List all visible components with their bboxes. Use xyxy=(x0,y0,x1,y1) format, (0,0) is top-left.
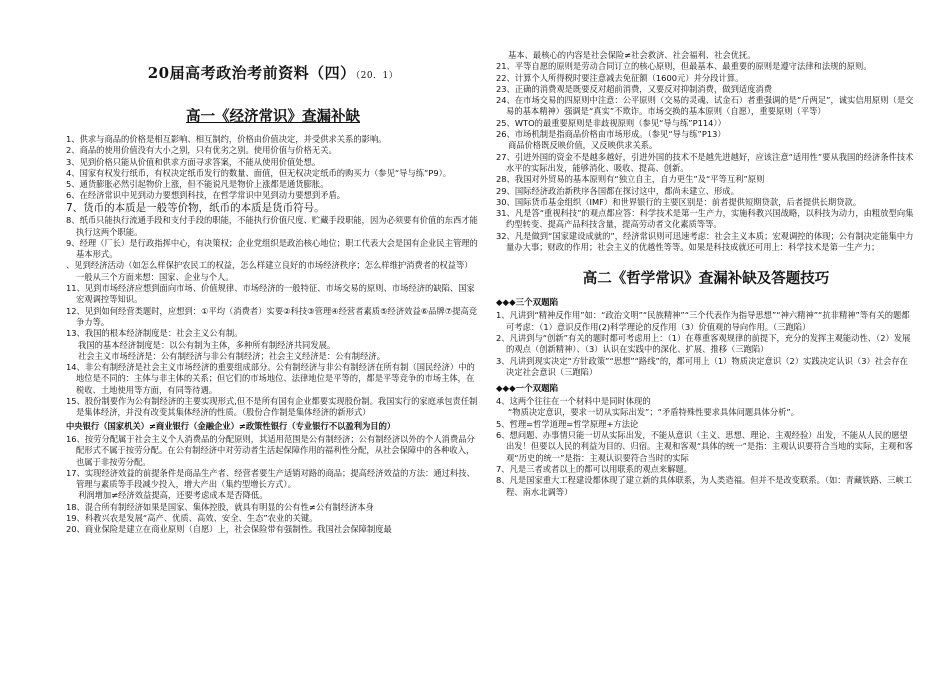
list-item: 25、WTO的最重要原则是非歧视原则（参见“导与练”P114）） xyxy=(496,117,726,128)
list-item: 8、纸币只能执行流通手段和支付手段的职能，不能执行价值尺度、贮藏手段职能，因为必须要有价值的东西才能执行这两个职能。 xyxy=(66,215,478,237)
list-item: 17、实现经济效益的前提条件是商品生产者、经营者要生产适销对路的商品；提高经济效益的方法：通过科技、管理与素质等手段减少投入，增大产出（集约型增长方式）。 xyxy=(66,467,475,490)
list-item: 1、凡讲到“精神反作用”如：“政治文明”“民族精神”“三个代表作为指导思想”“神六精神”“抗非精神”等有关的题都可考虑：（1）意识反作用(2)科学理论的反作用（3）价值观的导向作用。（三跑陷） xyxy=(496,310,910,332)
list-item: 我国的基本经济制度是：以公有制为主体，多种所有制经济共同发展。 xyxy=(78,339,336,350)
list-item: 7、货币的本质是一般等价物，纸币的本质是货币符号。 xyxy=(66,201,325,214)
list-item: 22、计算个人所得税时要注意减去免征额（1600元）并分段计算。 xyxy=(496,72,744,83)
list-item: 32、凡是做到“国家建设成就的”，经济常识则可迅速考虑：社会主义本质；宏观调控的体现；公有制决定能集中力量办大事；财政的作用；社会主义的优越性等等。如果是科技成就还可用上：科学技术是第一生产力； xyxy=(496,230,914,253)
list-item: 5、哲理=哲学道理=哲学原理+方法论 xyxy=(496,418,639,429)
list-item: 3、凡讲到现实决定“方针政策”“思想”“路线”的，都可用上（1）物质决定意识（2）实践决定认识（3）社会存在决定社会意识（三跑陷） xyxy=(496,355,908,377)
section-title-economics: 高一《经济常识》查漏补缺 xyxy=(186,108,360,125)
document-title xyxy=(66,62,480,83)
list-item: 26、市场机制是指商品价格由市场形成。（参见“导与练”P13） xyxy=(496,129,726,140)
list-item: 19、科教兴农是发展“高产、优质、高效、安全、生态”农业的关键。 xyxy=(66,513,318,523)
list-item: 24、在市场交易的四原则中注意：公平原则（交易的灵魂、试金石）者重强调的是“斤两足”，诚实信用原则（是交易的基本精神）强调是“真实”不欺诈。市场交换的基本原则（自愿），重要原则（平等） xyxy=(496,95,914,117)
one-point-header: ◆◆◆一个双题陷 xyxy=(496,384,559,395)
list-item: 9、经理（厂长）是行政指挥中心，有决策权；企业党组织是政治核心地位；职工代表大会是国有企业民主管理的基本形式。 xyxy=(66,237,478,260)
list-item: “物质决定意识，要求一切从实际出发”；“矛盾特殊性要求具体问题具体分析”。 xyxy=(508,407,799,418)
list-item: 30、国际货币基金组织（IMF）和世界银行的主要区别是：前者提供短期贷款，后者提供长期贷款。 xyxy=(496,196,862,207)
list-item: 6、想问题、办事情只能一切从实际出发，不能从意识（主义、思想、理论、主观经验）出发，不能从人民的愿望出发！但要以人民的利益为目的、归宿。主观和客观“具体的统一”是指：主观认识要符合当地的实际，主观和客观“历史的统一”是指：主观认识要符合当时的实际 xyxy=(496,430,913,463)
list-item: 6、在经济常识中见到动力要想到科技，在哲学常识中见到动力要想到矛盾。 xyxy=(66,190,346,201)
list-item: 7、凡是三者或者以上的都可以用联系的观点来解题。 xyxy=(496,463,693,474)
list-item: 基本、最核心的内容是社会保险≠社会救济、社会福利、社会优抚。 xyxy=(508,50,756,60)
list-item: 5、通货膨胀必然引起物价上涨，但不能说凡是物价上涨都是通货膨胀。 xyxy=(66,179,329,190)
bank-note: 中央银行（国家机关）≠商业银行（金融企业）≠政策性银行（专业银行不以盈利为目的） xyxy=(66,420,396,431)
list-item: 1、供求与商品的价格是相互影响、相互制约，价格由价值决定，并受供求关系的影响。 xyxy=(66,134,387,144)
section-title-philosophy: 高二《哲学常识》查漏补缺及答题技巧 xyxy=(582,270,830,288)
list-item: 4、国家有权发行纸币，有权决定纸币发行的数量、面值，但无权决定纸币的购买力（参见“导与练”P9）。 xyxy=(66,167,452,178)
list-item: 21、平等自愿的原则是劳动合同订立的核心原则，但最基本、最重要的原则是遵守法律和法规的原则。 xyxy=(496,61,872,72)
title-date: （20．1） xyxy=(355,71,399,81)
list-item: 16、按劳分配属于社会主义个人消费品的分配原则，其适用范围是公有制经济；公有制经济以外的个人消费品分配形式不属于按劳分配。在公有制经济中对劳动者生活起保障作用的福利性分配，从社会保障中的各种收入，也属于非按劳分配。 xyxy=(66,433,475,467)
list-item: 、见到经济活动（如怎么样保护农民工的权益，怎么样建立良好的市场经济秩序；怎么样维护消费者的权益等）一般从三个方面来想：国家、企业与个人。 xyxy=(66,260,473,282)
list-item: 28、我国对外贸易的基本原则有“独立自主，自力更生”及“平等互利”原则 xyxy=(496,174,765,185)
list-item: 8、凡是国家重大工程建设都体现了建立新的具体联系，为人类造福。但并不是改变联系。（如：青藏铁路、三峡工程、南水北调等） xyxy=(496,475,912,497)
list-item: 29、国际经济政治新秩序各国都在探讨这中，都尚未建立、形成。 xyxy=(496,185,739,196)
list-item: 14、非公有制经济是社会主义市场经济的重要组成部分。公有制经济与非公有制经济在所有制（国民经济）中的地位是不同的：主体与非主体的关系；但它们的市场地位、法律地位是平等的，都是平等竞争的市场主体，在税收、土地使用等方面，有同等待遇。 xyxy=(66,362,475,395)
list-item: 3、见到价格只能从价值和供求方面寻求答案，不能从使用价值处想。 xyxy=(66,156,321,167)
list-item: 31、凡是答“重视科技”的观点都应答：科学技术是第一生产力，实施科教兴国战略，以科技为动力，由粗放型向集约型转变、提高产品科技含量，提高劳动者文化素质等等。 xyxy=(496,208,914,230)
right-column xyxy=(496,0,916,694)
list-item: 15、股份制要作为公有制经济的主要实现形式,但不是所有国有企业都要实现股份制。我国实行的家庭承包责任制是集体经济，并没有改变其集体经济的性质。（股份合作制是集体经济的新形式） xyxy=(66,396,478,418)
list-item: 4、这两个往往在一个材料中是同时体现的 xyxy=(496,396,651,407)
list-item: 2、商品的使用价值没有大小之别，只有优劣之别。使用价值与价格无关。 xyxy=(66,145,337,156)
list-item: 利润增加≠经济效益提高，还要考虑成本是否降低。 xyxy=(78,490,268,501)
list-item: 13、我国的根本经济制度是：社会主义公有制。 xyxy=(66,328,243,339)
list-item: 12、见到如何经营类题时，应想到：①平均（消费者）实要②科技③管理④经营者素质⑤经济效益⑥品牌⑦提高竞争力等。 xyxy=(66,305,478,327)
list-item: 社会主义市场经济是：公有制经济与非公有制经济；社会主义经济是：公有制经济。 xyxy=(78,350,385,361)
list-item: 2、凡讲到与“创新”有关的题时都可考虑用上：（1）在尊重客观规律的前提下，充分的发挥主观能动性、（2）发展的观点（创新精神）、（3）认识在实践中的深化、扩展、推移（三跑陷） xyxy=(496,332,911,355)
left-column xyxy=(66,0,480,694)
three-points-header: ◆◆◆三个双题陷 xyxy=(496,298,559,309)
list-item: 商品价格既反映价值，又反映供求关系。 xyxy=(508,140,658,151)
list-item: 11、见到市场经济应想到面向市场、价值规律、市场经济的一般特征、市场交易的原则、市场经济的缺陷、国家宏观调控等知识。 xyxy=(66,283,475,305)
title-text: 20届高考政治考前资料（四） xyxy=(147,64,356,82)
list-item: 23、正确的消费观是既要反对超前消费，又要反对抑制消费，做到适度消费 xyxy=(496,83,773,94)
list-item: 20、商业保险是建立在商业原则（自愿）上，社会保险带有强制性。我国社会保障制度最 xyxy=(66,524,392,535)
list-item: 27、引进外国的资金不是越多越好，引进外国的技术不是越先进越好，应该注意“适用性”要从我国的经济条件技术水平的实际出发，能够消化、吸收、提高、创新。 xyxy=(496,151,914,173)
list-item: 18、混合所有制经济如果是国家、集体控股，就具有明显的公有性≠公有制经济本身 xyxy=(66,501,374,512)
